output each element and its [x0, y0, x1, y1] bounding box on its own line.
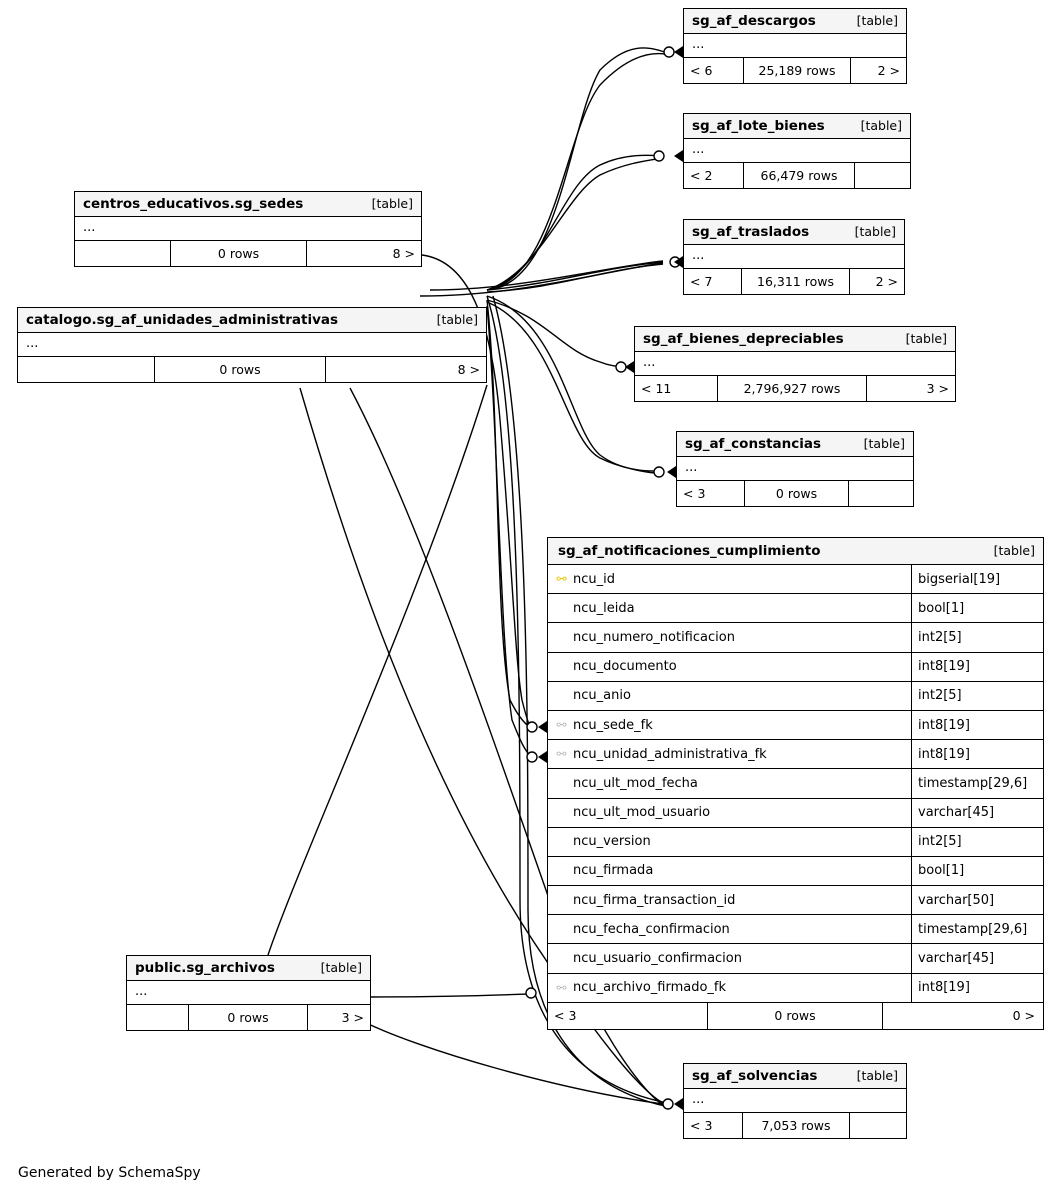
table-header: [635, 327, 955, 352]
column-type: varchar[45]: [918, 951, 995, 967]
table-row[interactable]: [548, 944, 1043, 973]
incoming-relations-count: < 6: [684, 58, 744, 83]
table-columns-collapsed: ...: [18, 333, 486, 357]
incoming-relations-count: [127, 1005, 189, 1030]
row-count: 16,311 rows: [742, 269, 850, 294]
column-type: bigserial[19]: [918, 571, 1001, 587]
generator-credit: Generated by SchemaSpy: [18, 1165, 201, 1181]
incoming-relations-count: < 7: [684, 269, 742, 294]
table-node-sg-af-traslados[interactable]: [683, 219, 905, 295]
table-title: sg_af_bienes_depreciables: [643, 330, 844, 347]
column-name-cell: [548, 711, 912, 739]
table-node-centros-educativos-sg-sedes[interactable]: [74, 191, 422, 267]
table-footer: [18, 357, 486, 382]
table-row[interactable]: [548, 769, 1043, 798]
outgoing-relations-count: 3 >: [926, 381, 949, 396]
outgoing-relations-count: 3 >: [341, 1010, 364, 1025]
incoming-relations-count: [18, 357, 155, 382]
incoming-relations-count: [75, 241, 171, 266]
incoming-relations-count: < 3: [548, 1003, 708, 1029]
incoming-relations-count: < 3: [677, 481, 745, 506]
table-row[interactable]: [548, 682, 1043, 711]
no-key-icon: [556, 602, 567, 614]
no-key-icon: [556, 807, 567, 819]
table-columns-collapsed: ...: [684, 1089, 906, 1113]
table-header: [684, 114, 910, 139]
table-row[interactable]: [548, 711, 1043, 740]
table-footer: [127, 1005, 370, 1030]
table-footer: [75, 241, 421, 266]
outgoing-relations-count: 8 >: [392, 246, 415, 261]
outgoing-relations-count: 2 >: [877, 63, 900, 78]
column-name: ncu_numero_notificacion: [573, 629, 735, 645]
column-type: bool[1]: [918, 863, 965, 879]
table-title: sg_af_lote_bienes: [692, 117, 825, 134]
primary-key-icon: ⚯: [556, 572, 567, 587]
column-name-cell: [548, 653, 912, 681]
column-name-cell: [548, 769, 912, 797]
column-name-cell: [548, 915, 912, 943]
table-footer: [548, 1003, 1043, 1029]
incoming-relations-count: < 2: [684, 163, 744, 188]
table-node-sg-af-notificaciones-cumplimiento[interactable]: [547, 537, 1044, 1030]
foreign-key-icon: ⚯: [556, 980, 567, 995]
table-type-tag: [table]: [854, 224, 896, 239]
table-header: [75, 192, 421, 217]
outgoing-relations-count: [849, 481, 913, 506]
table-row[interactable]: [548, 828, 1043, 857]
row-count: 0 rows: [745, 481, 849, 506]
no-key-icon: [556, 953, 567, 965]
column-name: ncu_firmada: [573, 863, 654, 879]
table-node-public-sg-archivos[interactable]: [126, 955, 371, 1031]
column-name-cell: [548, 740, 912, 768]
row-count: 25,189 rows: [744, 58, 851, 83]
column-type: int2[5]: [918, 688, 962, 704]
table-type-tag: [table]: [860, 118, 902, 133]
column-name-cell: [548, 594, 912, 622]
outgoing-relations-count: 0 >: [1012, 1008, 1035, 1024]
table-title: sg_af_notificaciones_cumplimiento: [558, 542, 821, 559]
incoming-relations-count: < 3: [684, 1113, 743, 1138]
column-name-cell: [548, 857, 912, 885]
table-header: [127, 956, 370, 981]
column-type: varchar[45]: [918, 805, 995, 821]
incoming-relations-count: < 11: [635, 376, 718, 401]
table-title: sg_af_solvencias: [692, 1067, 818, 1084]
table-columns-collapsed: ...: [677, 457, 913, 481]
column-type: timestamp[29,6]: [918, 921, 1028, 937]
table-header: [548, 538, 1043, 565]
column-name-cell: [548, 623, 912, 651]
column-name: ncu_unidad_administrativa_fk: [573, 746, 767, 762]
column-name: ncu_sede_fk: [573, 717, 653, 733]
column-type: int8[19]: [918, 717, 970, 733]
column-type: bool[1]: [918, 600, 965, 616]
table-footer: [684, 58, 906, 83]
table-row[interactable]: [548, 594, 1043, 623]
table-title: sg_af_constancias: [685, 435, 822, 452]
table-node-sg-af-descargos[interactable]: [683, 8, 907, 84]
column-type: timestamp[29,6]: [918, 775, 1028, 791]
table-type-tag: [table]: [320, 960, 362, 975]
table-row[interactable]: [548, 857, 1043, 886]
table-footer: [684, 1113, 906, 1138]
table-footer: [635, 376, 955, 401]
table-header: [684, 1064, 906, 1089]
no-key-icon: [556, 690, 567, 702]
table-title: public.sg_archivos: [135, 959, 275, 976]
table-title: sg_af_traslados: [692, 223, 810, 240]
table-type-tag: [table]: [856, 13, 898, 28]
column-name: ncu_leida: [573, 600, 635, 616]
column-name: ncu_ult_mod_fecha: [573, 775, 698, 791]
table-columns-collapsed: ...: [684, 245, 904, 269]
no-key-icon: [556, 836, 567, 848]
no-key-icon: [556, 631, 567, 643]
table-node-sg-af-lote-bienes[interactable]: [683, 113, 911, 189]
table-title: centros_educativos.sg_sedes: [83, 195, 304, 212]
column-name: ncu_id: [573, 571, 615, 587]
table-columns-collapsed: ...: [75, 217, 421, 241]
table-title: sg_af_descargos: [692, 12, 816, 29]
table-node-sg-af-solvencias[interactable]: [683, 1063, 907, 1139]
table-columns-collapsed: ...: [635, 352, 955, 376]
row-count: 0 rows: [708, 1003, 883, 1029]
table-row[interactable]: [548, 623, 1043, 652]
column-name: ncu_version: [573, 834, 651, 850]
table-node-catalogo-sg-af-unidades-administrativas[interactable]: [17, 307, 487, 383]
table-row[interactable]: [548, 974, 1043, 1003]
outgoing-relations-count: [855, 163, 910, 188]
row-count: 0 rows: [155, 357, 326, 382]
column-type: int8[19]: [918, 980, 970, 996]
table-type-tag: [table]: [993, 543, 1035, 558]
table-header: [684, 9, 906, 34]
row-count: 2,796,927 rows: [718, 376, 867, 401]
table-node-sg-af-bienes-depreciables[interactable]: [634, 326, 956, 402]
table-type-tag: [table]: [371, 196, 413, 211]
no-key-icon: [556, 661, 567, 673]
column-name: ncu_documento: [573, 659, 677, 675]
column-name: ncu_fecha_confirmacion: [573, 921, 730, 937]
column-name: ncu_ult_mod_usuario: [573, 805, 711, 821]
row-count: 7,053 rows: [743, 1113, 850, 1138]
column-name-cell: [548, 682, 912, 710]
outgoing-relations-count: [850, 1113, 906, 1138]
table-row[interactable]: [548, 886, 1043, 915]
no-key-icon: [556, 777, 567, 789]
column-name: ncu_anio: [573, 688, 631, 704]
table-node-sg-af-constancias[interactable]: [676, 431, 914, 507]
table-footer: [684, 269, 904, 294]
table-columns-collapsed: ...: [684, 34, 906, 58]
column-name: ncu_usuario_confirmacion: [573, 951, 742, 967]
table-type-tag: [table]: [905, 331, 947, 346]
table-header: [677, 432, 913, 457]
table-row[interactable]: [548, 653, 1043, 682]
table-columns-collapsed: ...: [684, 139, 910, 163]
column-name-cell: [548, 828, 912, 856]
table-row[interactable]: [548, 799, 1043, 828]
table-header: [684, 220, 904, 245]
column-type: varchar[50]: [918, 892, 995, 908]
table-type-tag: [table]: [436, 312, 478, 327]
table-row[interactable]: [548, 740, 1043, 769]
outgoing-relations-count: 8 >: [457, 362, 480, 377]
table-footer: [677, 481, 913, 506]
row-count: 66,479 rows: [744, 163, 855, 188]
column-name-cell: [548, 974, 912, 1002]
column-name-cell: [548, 565, 912, 593]
outgoing-relations-count: 2 >: [875, 274, 898, 289]
no-key-icon: [556, 894, 567, 906]
column-name-cell: [548, 944, 912, 972]
table-row[interactable]: [548, 915, 1043, 944]
column-name-cell: [548, 886, 912, 914]
table-type-tag: [table]: [863, 436, 905, 451]
row-count: 0 rows: [189, 1005, 308, 1030]
table-header: [18, 308, 486, 333]
column-type: int2[5]: [918, 629, 962, 645]
column-name-cell: [548, 799, 912, 827]
row-count: 0 rows: [171, 241, 307, 266]
table-row[interactable]: [548, 565, 1043, 594]
column-list: [548, 565, 1043, 1003]
column-name: ncu_archivo_firmado_fk: [573, 980, 727, 996]
no-key-icon: [556, 923, 567, 935]
no-key-icon: [556, 865, 567, 877]
table-type-tag: [table]: [856, 1068, 898, 1083]
column-type: int2[5]: [918, 834, 962, 850]
table-title: catalogo.sg_af_unidades_administrativas: [26, 311, 339, 328]
column-type: int8[19]: [918, 746, 970, 762]
column-type: int8[19]: [918, 659, 970, 675]
table-columns-collapsed: ...: [127, 981, 370, 1005]
table-footer: [684, 163, 910, 188]
foreign-key-icon: ⚯: [556, 718, 567, 733]
foreign-key-icon: ⚯: [556, 747, 567, 762]
column-name: ncu_firma_transaction_id: [573, 892, 736, 908]
